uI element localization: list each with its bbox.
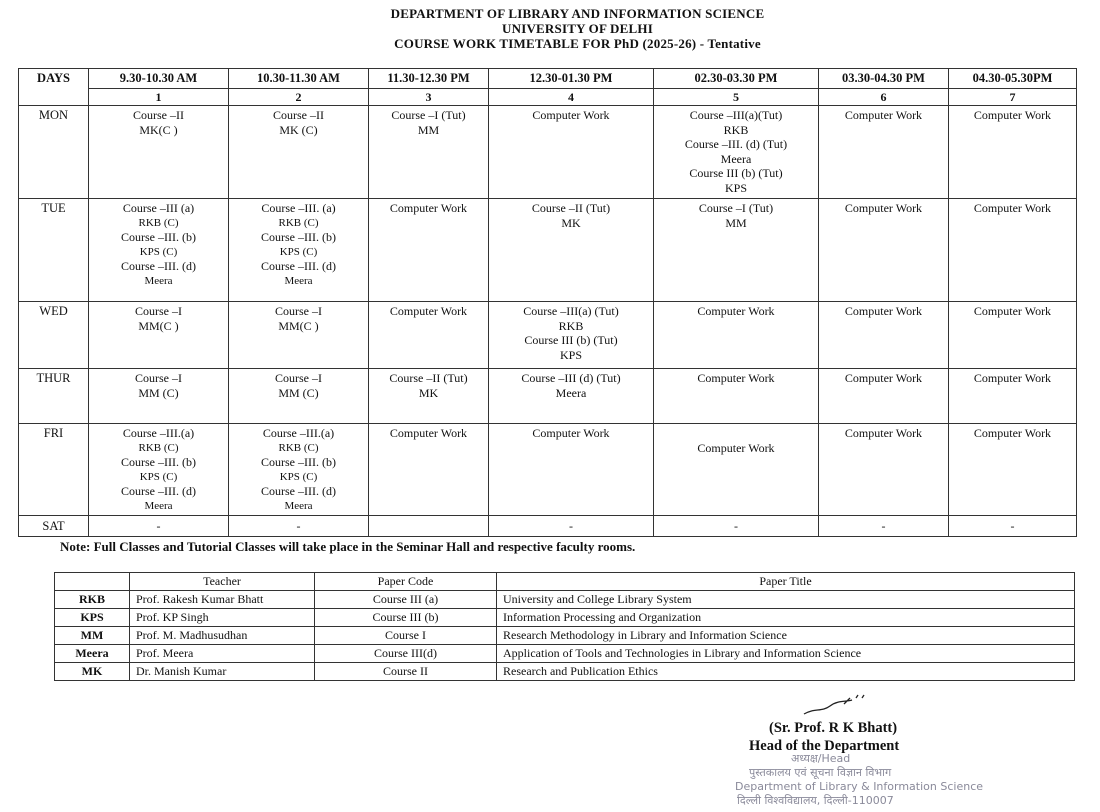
cell-line: RKB — [558, 318, 584, 333]
cell-line: Course –III (d) (Tut) — [521, 371, 621, 385]
timetable-cell — [89, 516, 229, 537]
cell-line: Meera — [144, 499, 173, 512]
timetable-cell — [949, 424, 1077, 516]
slot-time: 12.30-01.30 PM — [489, 69, 654, 89]
cell-line: MK — [418, 385, 439, 400]
cell-line: - — [569, 518, 573, 533]
cell-line: Course –III. (d) — [121, 259, 196, 273]
cell-line: Computer Work — [973, 201, 1052, 215]
cell-line: - — [156, 518, 161, 533]
day-label: MON — [19, 106, 89, 199]
legend-teacher: Prof. M. Madhusudhan — [130, 627, 315, 645]
cell-line: Computer Work — [844, 426, 923, 440]
timetable-cell — [654, 424, 819, 516]
cell-line: KPS (C) — [279, 245, 318, 258]
cell-line — [656, 426, 816, 441]
legend-code: Course I — [315, 627, 497, 645]
cell-line: Course –III. (d) — [261, 484, 336, 498]
slot-time: 02.30-03.30 PM — [654, 69, 819, 89]
venue-note: Note: Full Classes and Tutorial Classes will take place in the Seminar Hall and respective faculty rooms. — [60, 539, 636, 554]
timetable-cell — [819, 199, 949, 302]
cell-line: KPS (C) — [139, 470, 178, 483]
cell-line: Computer Work — [532, 108, 610, 122]
legend-body — [55, 591, 1075, 681]
day-label: TUE — [19, 199, 89, 302]
slot-number: 5 — [654, 88, 819, 106]
day-label: SAT — [19, 516, 89, 537]
cell-line: MK — [561, 215, 581, 230]
cell-line: MM(C ) — [278, 318, 319, 333]
timetable-cell — [654, 516, 819, 537]
cell-line: Course –I — [135, 304, 182, 318]
cell-line: Meera — [284, 499, 313, 512]
cell-line: Computer Work — [973, 304, 1052, 318]
cell-line: Course III (b) (Tut) — [524, 333, 618, 347]
timetable-cell — [819, 106, 949, 199]
cell-line: Course –III(a) (Tut) — [523, 304, 619, 318]
cell-line: MM (C) — [138, 385, 179, 400]
cell-line: Course –II — [133, 108, 184, 122]
timetable-cell — [489, 369, 654, 424]
slot-time: 04.30-05.30PM — [949, 69, 1077, 89]
cell-line: KPS — [559, 347, 582, 362]
stamp-line: पुस्तकालय एवं सूचना विज्ञान विभाग — [749, 766, 892, 779]
timetable-cell — [949, 302, 1077, 369]
legend-row — [55, 645, 1075, 663]
cell-line: MM — [417, 122, 440, 137]
cell-line: Meera — [720, 151, 752, 166]
department-title: DEPARTMENT OF LIBRARY AND INFORMATION SCIENCE — [390, 6, 765, 21]
cell-line: Course –III.(a) — [262, 426, 335, 440]
cell-line: KPS — [724, 180, 747, 195]
slot-number: 2 — [229, 88, 369, 106]
day-row — [19, 199, 1077, 302]
legend-title: Application of Tools and Technologies in Library and Information Science — [497, 645, 1075, 663]
timetable-cell — [654, 106, 819, 199]
signatory-role: Head of the Department — [749, 738, 900, 754]
timetable-cell — [949, 369, 1077, 424]
cell-line: KPS (C) — [139, 245, 178, 258]
legend-row — [55, 627, 1075, 645]
cell-line: - — [296, 518, 301, 533]
legend-abbr: KPS — [55, 609, 130, 627]
timetable-cell — [89, 424, 229, 516]
cell-line: Computer Work — [697, 440, 775, 455]
cell-line: Computer Work — [389, 426, 468, 440]
department-stamp — [735, 752, 984, 808]
cell-line: Computer Work — [389, 201, 468, 215]
document-header — [0, 6, 1100, 51]
timetable — [18, 68, 1077, 537]
cell-line: Computer Work — [532, 426, 610, 440]
timetable-cell — [819, 302, 949, 369]
day-label: WED — [19, 302, 89, 369]
timetable-cell — [369, 424, 489, 516]
timetable-cell — [819, 369, 949, 424]
cell-line: Course –I (Tut) — [391, 108, 466, 122]
legend-title: Research and Publication Ethics — [497, 663, 1075, 681]
slot-time: 10.30-11.30 AM — [229, 69, 369, 89]
legend-title: Research Methodology in Library and Information Science — [497, 627, 1075, 645]
legend-header-code: Paper Code — [315, 573, 497, 591]
handwritten-signature — [800, 694, 870, 718]
slot-time: 9.30-10.30 AM — [89, 69, 229, 89]
cell-line: Computer Work — [697, 304, 775, 318]
timetable-cell — [949, 199, 1077, 302]
cell-line — [371, 519, 486, 534]
timetable-cell — [489, 302, 654, 369]
timetable-cell — [229, 106, 369, 199]
cell-line: Course –III. (b) — [121, 230, 196, 244]
legend-abbr: MM — [55, 627, 130, 645]
slot-number: 4 — [489, 88, 654, 106]
legend-abbr: RKB — [55, 591, 130, 609]
legend-title: University and College Library System — [497, 591, 1075, 609]
timetable-cell — [229, 516, 369, 537]
cell-line: Computer Work — [844, 108, 923, 122]
timetable-cell — [89, 302, 229, 369]
timetable-cell — [949, 106, 1077, 199]
days-header: DAYS — [19, 69, 89, 106]
timetable-cell — [819, 424, 949, 516]
cell-line: Course –I — [275, 371, 322, 385]
timetable-cell — [949, 516, 1077, 537]
cell-line: Course –I (Tut) — [698, 201, 774, 215]
legend-row — [55, 663, 1075, 681]
timetable-cell — [654, 369, 819, 424]
timetable-cell — [819, 516, 949, 537]
cell-line: Computer Work — [844, 201, 923, 215]
slot-number: 7 — [949, 88, 1077, 106]
timetable-cell — [489, 106, 654, 199]
timetable-cell — [89, 369, 229, 424]
cell-line: Course –III. (d) — [121, 484, 196, 498]
cell-line: RKB (C) — [138, 441, 179, 454]
cell-line: - — [881, 518, 886, 533]
cell-line: Course –III. (b) — [121, 455, 196, 469]
legend-header-teacher: Teacher — [130, 573, 315, 591]
cell-line: MM — [725, 215, 747, 230]
cell-line: Course –III (a) — [122, 201, 195, 215]
timetable-cell — [89, 199, 229, 302]
cell-line: Course III (b) (Tut) — [689, 166, 783, 180]
timetable-title: COURSE WORK TIMETABLE FOR PhD (2025-26) - Tentative — [394, 36, 761, 51]
cell-line: Course –III. (a) — [261, 201, 336, 215]
timetable-cell — [489, 199, 654, 302]
legend-abbr: Meera — [55, 645, 130, 663]
stamp-line: Department of Library & Information Science — [735, 780, 984, 793]
cell-line: Meera — [284, 274, 313, 287]
timetable-cell — [369, 516, 489, 537]
cell-line: Computer Work — [844, 304, 923, 318]
legend-teacher: Prof. KP Singh — [130, 609, 315, 627]
legend-header-title: Paper Title — [497, 573, 1075, 591]
legend-title: Information Processing and Organization — [497, 609, 1075, 627]
day-row — [19, 516, 1077, 537]
cell-line: Computer Work — [697, 371, 775, 385]
cell-line: Computer Work — [973, 426, 1052, 440]
cell-line: Computer Work — [389, 304, 468, 318]
day-row — [19, 106, 1077, 199]
timetable-cell — [369, 369, 489, 424]
cell-line: Computer Work — [844, 371, 923, 385]
cell-line: Course –II (Tut) — [389, 371, 468, 385]
cell-line: RKB (C) — [278, 441, 319, 454]
cell-line: Course –I — [275, 304, 322, 318]
cell-line: MK (C) — [279, 122, 318, 137]
legend-header-abbr — [55, 573, 130, 591]
timetable-cell — [489, 516, 654, 537]
slot-number: 1 — [89, 88, 229, 106]
cell-line: MM (C) — [278, 385, 319, 400]
legend-code: Course III (b) — [315, 609, 497, 627]
day-row — [19, 424, 1077, 516]
legend-code: Course III (a) — [315, 591, 497, 609]
day-row — [19, 302, 1077, 369]
day-row — [19, 369, 1077, 424]
cell-line: RKB — [723, 122, 749, 137]
timetable-cell — [229, 302, 369, 369]
legend-row — [55, 609, 1075, 627]
cell-line: Course –III. (b) — [261, 455, 336, 469]
timetable-cell — [369, 302, 489, 369]
timetable-cell — [654, 302, 819, 369]
legend-teacher: Dr. Manish Kumar — [130, 663, 315, 681]
cell-line: Course –III. (b) — [261, 230, 336, 244]
cell-line: MK(C ) — [139, 122, 178, 137]
timetable-cell — [229, 424, 369, 516]
cell-line: - — [1010, 518, 1015, 533]
faculty-legend — [54, 572, 1075, 681]
slot-number: 6 — [819, 88, 949, 106]
cell-line: Course –III. (d) (Tut) — [684, 137, 788, 151]
timetable-cell — [229, 199, 369, 302]
timetable-cell — [654, 199, 819, 302]
timetable-cell — [89, 106, 229, 199]
timetable-cell — [489, 424, 654, 516]
slot-time: 03.30-04.30 PM — [819, 69, 949, 89]
legend-code: Course III(d) — [315, 645, 497, 663]
cell-line: Meera — [144, 274, 173, 287]
cell-line: Course –II — [273, 108, 324, 122]
legend-abbr: MK — [55, 663, 130, 681]
timetable-cell — [229, 369, 369, 424]
cell-line: MM(C ) — [138, 318, 179, 333]
stamp-line: दिल्ली विश्वविद्यालय, दिल्ली-110007 — [737, 794, 894, 807]
slot-time: 11.30-12.30 PM — [369, 69, 489, 89]
cell-line: Meera — [555, 385, 587, 400]
timetable-cell — [369, 199, 489, 302]
legend-teacher: Prof. Meera — [130, 645, 315, 663]
legend-row — [55, 591, 1075, 609]
cell-line: - — [734, 518, 738, 533]
stamp-line: अध्यक्ष/Head — [791, 752, 851, 765]
cell-line: RKB (C) — [278, 216, 319, 229]
cell-line: Course –III.(a) — [122, 426, 195, 440]
day-label: THUR — [19, 369, 89, 424]
day-label: FRI — [19, 424, 89, 516]
cell-line: Course –I — [135, 371, 182, 385]
university-title: UNIVERSITY OF DELHI — [502, 21, 653, 36]
legend-teacher: Prof. Rakesh Kumar Bhatt — [130, 591, 315, 609]
cell-line: Course –III(a)(Tut) — [689, 108, 783, 122]
cell-line: Computer Work — [973, 108, 1052, 122]
timetable-body — [19, 106, 1077, 537]
legend-code: Course II — [315, 663, 497, 681]
cell-line: RKB (C) — [138, 216, 179, 229]
cell-line: Computer Work — [973, 371, 1052, 385]
slot-number: 3 — [369, 88, 489, 106]
timetable-cell — [369, 106, 489, 199]
cell-line: KPS (C) — [279, 470, 318, 483]
cell-line: Course –III. (d) — [261, 259, 336, 273]
cell-line: Course –II (Tut) — [531, 201, 611, 215]
signatory-name: (Sr. Prof. R K Bhatt) — [769, 720, 898, 736]
